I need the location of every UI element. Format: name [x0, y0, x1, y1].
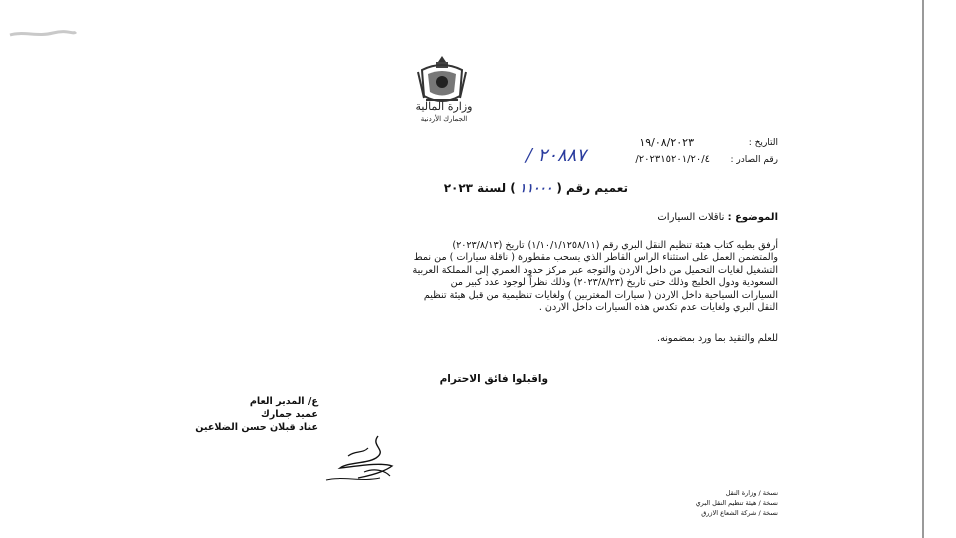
signatory-name: عناد قبلان حسن الضلاعين	[195, 422, 318, 433]
handwritten-signature	[318, 432, 410, 484]
copy-recipient: نسخة / وزارة النقل	[725, 489, 778, 497]
signatory-rank: عميد جمارك	[260, 409, 318, 420]
subject-label: الموضوع :	[727, 212, 778, 223]
date-label: التاريخ :	[748, 138, 778, 148]
compliance-note: للعلم والتقيد بما ورد بمضمونه.	[657, 333, 778, 344]
department-name: الجمارك الأردنية	[420, 115, 468, 123]
circular-prefix: تعميم رقم (	[556, 181, 628, 195]
body-line: أرفق بطيه كتاب هيئة تنظيم النقل البري رقم (١/١٠/١/١٢٥٨/١١) تاريخ (٢٠٢٣/٨/١٣)	[452, 240, 778, 251]
subject-text: ناقلات السيارات	[657, 212, 725, 223]
body-line: السعودية ودول الخليج وذلك حتى تاريخ (٢٠٢٣/٨/٢٣) وذلك نظراً لوجود عدد كبير من	[450, 277, 778, 289]
closing-greeting: واقبلوا فائق الاحترام	[439, 373, 548, 385]
signatory-title: ع/ المدير العام	[249, 396, 318, 407]
subject-line	[657, 212, 778, 223]
body-line: النقل البري ولغايات عدم تكدس هذه السيارات داخل الاردن .	[538, 302, 778, 314]
handwritten-reference-number: ٢٠٨٨٧ /	[525, 145, 586, 166]
ministry-name: وزارة المالية	[415, 100, 473, 113]
copy-recipient: نسخة / شركة الشعاع الازرق	[701, 509, 778, 517]
body-line: والمتضمن العمل على استثناء الراس القاطر الذي يسحب مقطورة ( ناقلة سيارات ) من نمط	[413, 252, 778, 264]
circular-title	[444, 181, 628, 195]
date-value: ١٩/٠٨/٢٠٢٣	[639, 136, 694, 149]
scan-edge-line	[922, 0, 924, 538]
reference-value: ٢٠٢٣١٥٢٠١/٢٠/٤/	[635, 154, 710, 165]
letter-body	[148, 240, 778, 314]
reference-label: رقم الصادر :	[730, 155, 778, 165]
scan-smudge	[8, 29, 78, 39]
copy-recipient: نسخة / هيئة تنظيم النقل البري	[695, 499, 778, 507]
body-line: التشغيل لغايات التحميل من داخل الاردن والتوجه عبر مركز حدود العمري إلى المملكة العربية	[412, 264, 778, 276]
body-line: السيارات السياحية داخل الاردن ( سيارات المغتربين ) ولغايات تنظيمية من قبل هيئة تنظيم	[423, 289, 778, 301]
circular-suffix: ) لسنة ٢٠٢٣	[443, 181, 516, 195]
circular-handwritten-number: ١١٠٠٠	[519, 181, 553, 195]
ministry-heading	[398, 100, 490, 126]
